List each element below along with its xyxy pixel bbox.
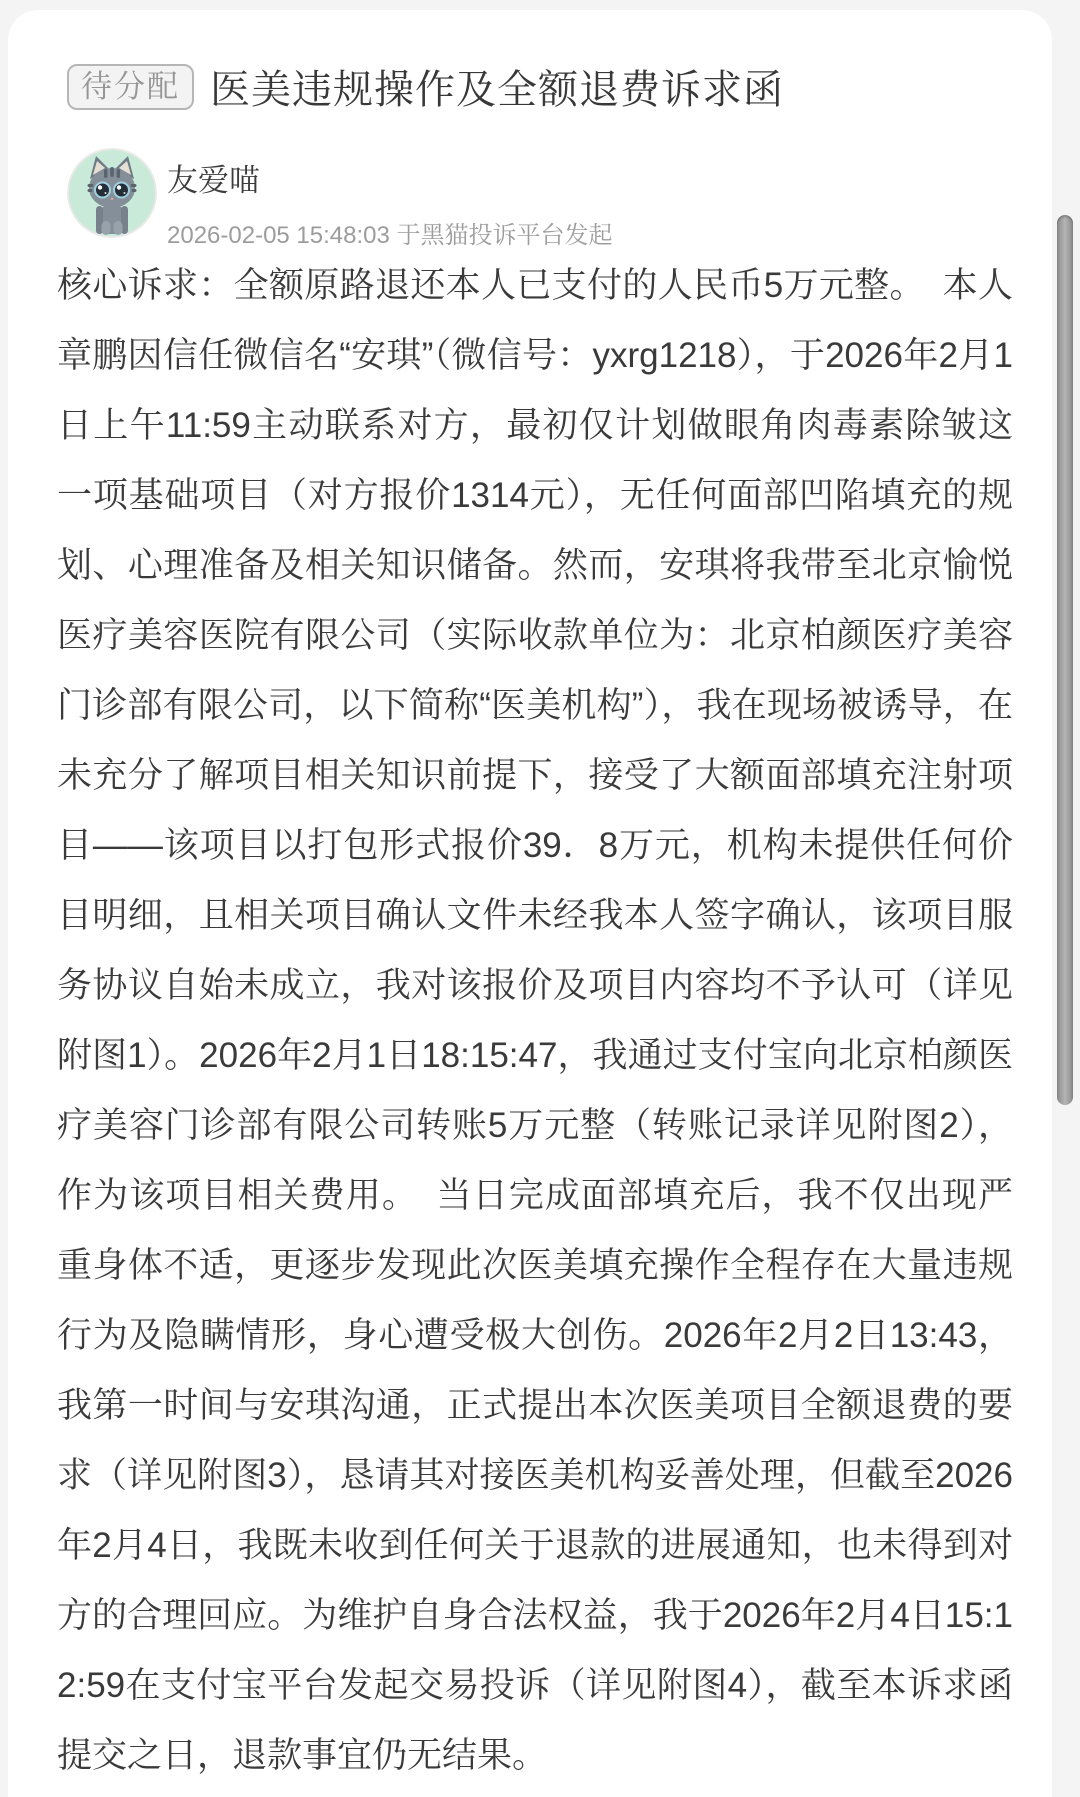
complaint-header (67, 58, 1013, 115)
content-card (8, 10, 1052, 1797)
complaint-body: 核心诉求：全额原路退还本人已支付的人民币5万元整。 本人章鹏因信任微信名“安琪”（微信号：yxrg1218），于2026年2月1日上午11:59主动联系对方，最初仅计划做眼角肉毒素除皱这一项基础项目（对方报价1314元），无任何面部凹陷填充的规划、心理准备及相关知识储备。然而，安琪将我带至北京愉悦医疗美容医院有限公司（实际收款单位为：北京柏颜医疗美容门诊部有限公司，以下简称“医美机构”），我在现场被诱导，在未充分了解项目相关知识前提下，接受了大额面部填充注射项目——该项目以打包形式报价39．8万元，机构未提供任何价目明细，且相关项目确认文件未经我本人签字确认，该项目服务协议自始未成立，我对该报价及项目内容均不予认可（详见附图1）。2026年2月1日18:15:47，我通过支付宝向北京柏颜医疗美容门诊部有限公司转账5万元整（转账记录详见附图2），作为该项目相关费用。 当日完成面部填充后，我不仅出现严重身体不适，更逐步发现此次医美填充操作全程存在大量违规行为及隐瞒情形，身心遭受极大创伤。2026年2月2日13:43，我第一时间与安琪沟通，正式提出本次医美项目全额退费的要求（详见附图3），恳请其对接医美机构妥善处理，但截至2026年2月4日，我既未收到任何关于退款的进展通知，也未得到对方的合理回应。为维护自身合法权益，我于2026年2月4日15:12:59在支付宝平台发起交易投诉（详见附图4），截至本诉求函提交之日，退款事宜仍无结果。 (57, 266, 1013, 1775)
page-title: 医美违规操作及全额退费诉求函 (210, 68, 784, 112)
user-row (67, 148, 1013, 249)
cat-avatar-icon (67, 148, 157, 238)
username: 友爱喵 (167, 163, 260, 198)
status-badge: 待分配 (67, 64, 194, 110)
post-meta: 2026-02-05 15:48:03 于黑猫投诉平台发起 (167, 222, 613, 249)
avatar[interactable] (67, 148, 157, 238)
scrollbar-thumb[interactable] (1057, 215, 1073, 1105)
